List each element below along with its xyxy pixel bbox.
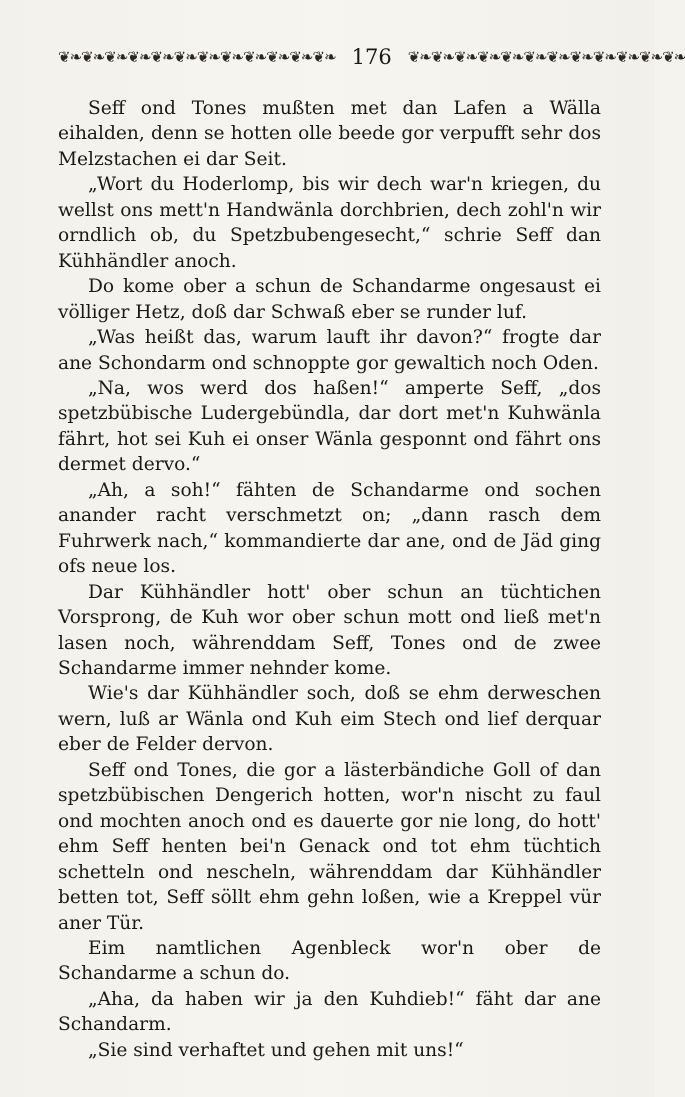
paragraph: Eim namtlichen Agenbleck wor'n ober de Schandarme a schun do. xyxy=(58,937,601,985)
page-number: 176 xyxy=(351,45,392,69)
paragraph: Dar Kühhändler hott' ober schun an tüchtichen Vorsprong, de Kuh wor ober schun mott ond ließ met'n lasen noch, währenddam Seff, Tones ond de zwee Schandarme immer nehnder kome. xyxy=(58,581,601,679)
paragraph: „Wort du Hoderlomp, bis wir dech war'n kriegen, du wellst ons mett'n Handwänla dorchbrien, dech zohl'n wir orndlich ob, du Spetzbubengesecht,“ schrie Seff dan Kühhändler anoch. xyxy=(58,174,601,272)
paragraph: Seff ond Tones mußten met dan Lafen a Wälla eihalden, denn se hotten olle beede gor verpufft sehr dos Melzstachen ei dar Seit. xyxy=(58,98,601,170)
paragraph: „Na, wos werd dos haßen!“ amperte Seff, „dos spetzbübische Ludergebündla, dar dort met'n Kuhwänla fährt, hot sei Kuh ei onser Wänla gesponnt ond fährt ons dermet dervo.“ xyxy=(58,377,601,476)
page-header xyxy=(58,40,685,74)
body-text xyxy=(58,96,601,1063)
paragraph: „Was heißt das, warum lauft ihr davon?“ frogte dar ane Schondarm ond schnoppte gor gewaltich noch Oden. xyxy=(58,327,601,374)
paragraph: „Aha, da haben wir ja den Kuhdieb!“ fäht dar ane Schandarm. xyxy=(58,988,601,1036)
paragraph: „Sie sind verhaftet und gehen mit uns!“ xyxy=(88,1039,464,1061)
header-ornament-left: ❦❧❦❧❦❧❦❧❦❧❦❧❦❧❦❧❦❧❦❧❦❧❦❧ xyxy=(58,48,336,66)
paragraph: Wie's dar Kühhändler soch, doß se ehm derweschen wern, luß ar Wänla ond Kuh eim Stech ond lief derquar eber de Felder dervon. xyxy=(58,683,601,756)
paragraph: Seff ond Tones, die gor a lästerbändiche Goll of dan spetzbübischen Dengerich hotten, wor'n nischt zu faul ond mochten anoch ond es dauerte gor nie long, do hott' ehm Seff henten bei'n Genack ond tot ehm tüchtich schetteln ond nescheln, währenddam dar Kühhändler betten tot, Seff söllt ehm gehn loßen, wie a Kreppel vür aner Tür. xyxy=(58,759,601,934)
paragraph: „Ah, a soh!“ fähten de Schandarme ond sochen anander racht verschmetzt on; „dann rasch dem Fuhrwerk nach,“ kommandierte dar ane, ond de Jäd ging ofs neue los. xyxy=(58,479,601,578)
header-ornament-right: ❦❧❦❧❦❧❦❧❦❧❦❧❦❧❦❧❦❧❦❧❦❧❦❧ xyxy=(407,48,685,66)
paragraph: Do kome ober a schun de Schandarme ongesaust ei völliger Hetz, doß dar Schwaß eber se runder luf. xyxy=(58,276,601,323)
